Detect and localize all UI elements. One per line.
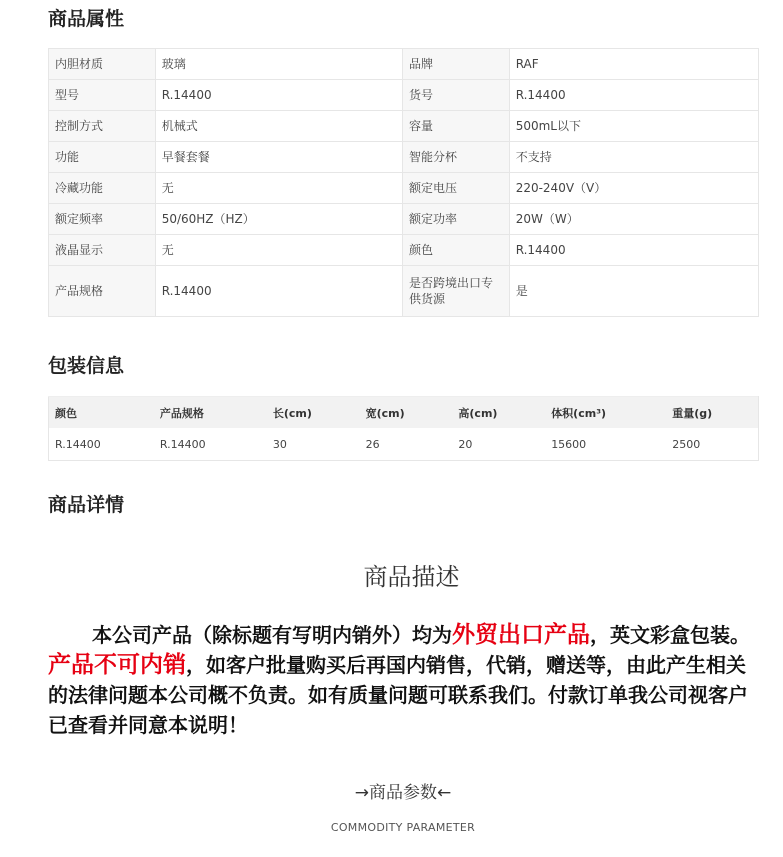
attribute-value: R.14400 <box>155 266 402 317</box>
packaging-column-header: 宽(cm) <box>360 397 453 429</box>
attribute-row <box>49 49 759 80</box>
packaging-cell: R.14400 <box>154 428 267 461</box>
attribute-value: 无 <box>155 173 402 204</box>
description-title: 商品描述 <box>363 563 460 591</box>
attribute-row <box>49 80 759 111</box>
attribute-label: 液晶显示 <box>49 235 156 266</box>
attribute-label: 控制方式 <box>49 111 156 142</box>
attribute-row <box>49 111 759 142</box>
attributes-table <box>48 48 759 317</box>
packaging-cell: 2500 <box>666 428 758 461</box>
packaging-column-header: 产品规格 <box>154 397 267 429</box>
parameter-subtitle: COMMODITY PARAMETER <box>330 821 476 834</box>
attribute-value: R.14400 <box>509 80 758 111</box>
attribute-value: 220-240V（V） <box>509 173 758 204</box>
attribute-value: 500mL以下 <box>509 111 758 142</box>
notice-text-2: ，英文彩盒包装。 <box>590 623 750 647</box>
attribute-label: 额定电压 <box>403 173 510 204</box>
notice-text-3: ，如客户批量购买后再国内销售，代销，赠送等，由此产生相关的法律问题本公司概不负责。如有质量问题可联系我们。付款订单我公司视客户已查看并同意本说明！ <box>48 653 748 737</box>
notice-highlight-export: 外贸出口产品 <box>452 622 590 648</box>
packaging-cell: R.14400 <box>49 428 154 461</box>
packaging-table <box>48 396 759 461</box>
packaging-cell: 26 <box>360 428 453 461</box>
attribute-value: R.14400 <box>155 80 402 111</box>
attribute-value: RAF <box>509 49 758 80</box>
notice-highlight-no-domestic: 产品不可内销 <box>48 652 186 678</box>
packaging-cell: 20 <box>452 428 545 461</box>
notice-text-1: 本公司产品（除标题有写明内销外）均为 <box>92 623 452 647</box>
attribute-row <box>49 173 759 204</box>
attribute-row <box>49 266 759 317</box>
attribute-label: 品牌 <box>403 49 510 80</box>
section-title-attributes: 商品属性 <box>48 8 125 30</box>
packaging-column-header: 长(cm) <box>267 397 360 429</box>
section-title-packaging: 包装信息 <box>48 355 125 377</box>
packaging-cell: 15600 <box>545 428 666 461</box>
parameter-title: →商品参数← <box>354 783 452 803</box>
attribute-label: 产品规格 <box>49 266 156 317</box>
attribute-value: 早餐套餐 <box>155 142 402 173</box>
attribute-label: 额定频率 <box>49 204 156 235</box>
attribute-label: 内胆材质 <box>49 49 156 80</box>
attribute-label: 是否跨境出口专供货源 <box>403 266 510 317</box>
packaging-column-header: 重量(g) <box>666 397 758 429</box>
attribute-row <box>49 235 759 266</box>
attribute-label: 容量 <box>403 111 510 142</box>
packaging-column-header: 体积(cm³) <box>545 397 666 429</box>
attribute-value: 50/60HZ（HZ） <box>155 204 402 235</box>
attribute-label: 额定功率 <box>403 204 510 235</box>
attribute-value: 不支持 <box>509 142 758 173</box>
attribute-row <box>49 142 759 173</box>
attribute-label: 冷藏功能 <box>49 173 156 204</box>
attribute-label: 货号 <box>403 80 510 111</box>
attribute-label: 功能 <box>49 142 156 173</box>
attribute-value: R.14400 <box>509 235 758 266</box>
packaging-row <box>49 428 759 461</box>
export-notice <box>48 620 758 740</box>
packaging-column-header: 颜色 <box>49 397 154 429</box>
attribute-value: 是 <box>509 266 758 317</box>
section-title-details: 商品详情 <box>48 494 125 516</box>
attribute-label: 智能分杯 <box>403 142 510 173</box>
attribute-label: 颜色 <box>403 235 510 266</box>
attribute-value: 机械式 <box>155 111 402 142</box>
attribute-row <box>49 204 759 235</box>
attribute-value: 玻璃 <box>155 49 402 80</box>
attribute-label: 型号 <box>49 80 156 111</box>
packaging-column-header: 高(cm) <box>452 397 545 429</box>
attribute-value: 20W（W） <box>509 204 758 235</box>
packaging-cell: 30 <box>267 428 360 461</box>
attribute-value: 无 <box>155 235 402 266</box>
